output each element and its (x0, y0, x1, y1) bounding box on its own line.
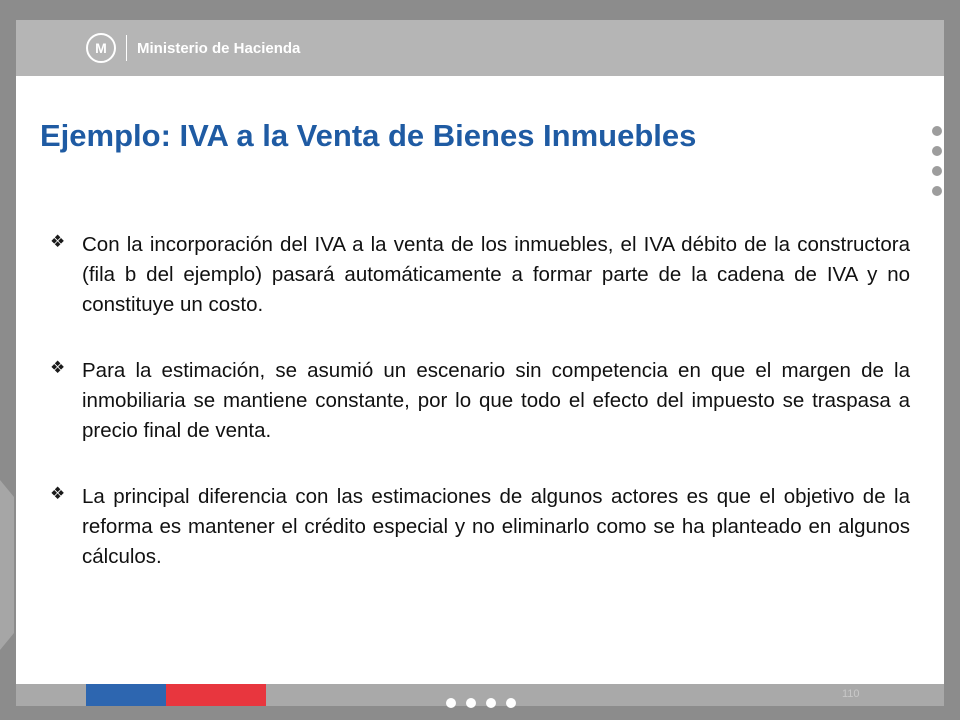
diamond-bullet-icon: ❖ (50, 358, 66, 377)
left-edge-tab (0, 480, 14, 650)
dot-icon (932, 166, 942, 176)
page-number: 110 (842, 688, 860, 700)
flag-stripe-red (166, 684, 266, 706)
dot-icon (466, 698, 476, 708)
slide-title: Ejemplo: IVA a la Venta de Bienes Inmuebles (40, 118, 697, 153)
dot-icon (932, 146, 942, 156)
bullet-text: Con la incorporación del IVA a la venta de los inmuebles, el IVA débito de la constructora (fila b del ejemplo) pasará automáticamente a formar parte de la cadena de IVA y no constituye un costo. (82, 233, 910, 316)
diamond-bullet-icon: ❖ (50, 232, 66, 251)
slide (16, 20, 944, 702)
dot-icon (506, 698, 516, 708)
ministry-logo (86, 32, 300, 64)
ministry-emblem-icon: M (86, 33, 116, 63)
bullet-text: Para la estimación, se asumió un escenario sin competencia en que el margen de la inmobiliaria se mantiene constante, por lo que todo el efecto del impuesto se traspasa a precio final de venta. (82, 359, 910, 442)
bullet-item (50, 482, 910, 572)
dot-icon (932, 126, 942, 136)
dot-icon (932, 186, 942, 196)
ministry-name: Ministerio de Hacienda (137, 39, 301, 57)
header-bar (16, 20, 944, 76)
footer-dots-decoration (446, 698, 516, 708)
dot-icon (446, 698, 456, 708)
dot-icon (486, 698, 496, 708)
flag-stripe-blue (86, 684, 166, 706)
side-dots-decoration (932, 126, 942, 196)
bullet-text: La principal diferencia con las estimaciones de algunos actores es que el objetivo de la reforma es mantener el crédito especial y no eliminarlo como se ha planteado en algunos cálculos. (82, 485, 910, 568)
bullet-list (50, 230, 910, 608)
bullet-item (50, 356, 910, 446)
diamond-bullet-icon: ❖ (50, 484, 66, 503)
bullet-item (50, 230, 910, 320)
logo-divider (126, 35, 127, 61)
